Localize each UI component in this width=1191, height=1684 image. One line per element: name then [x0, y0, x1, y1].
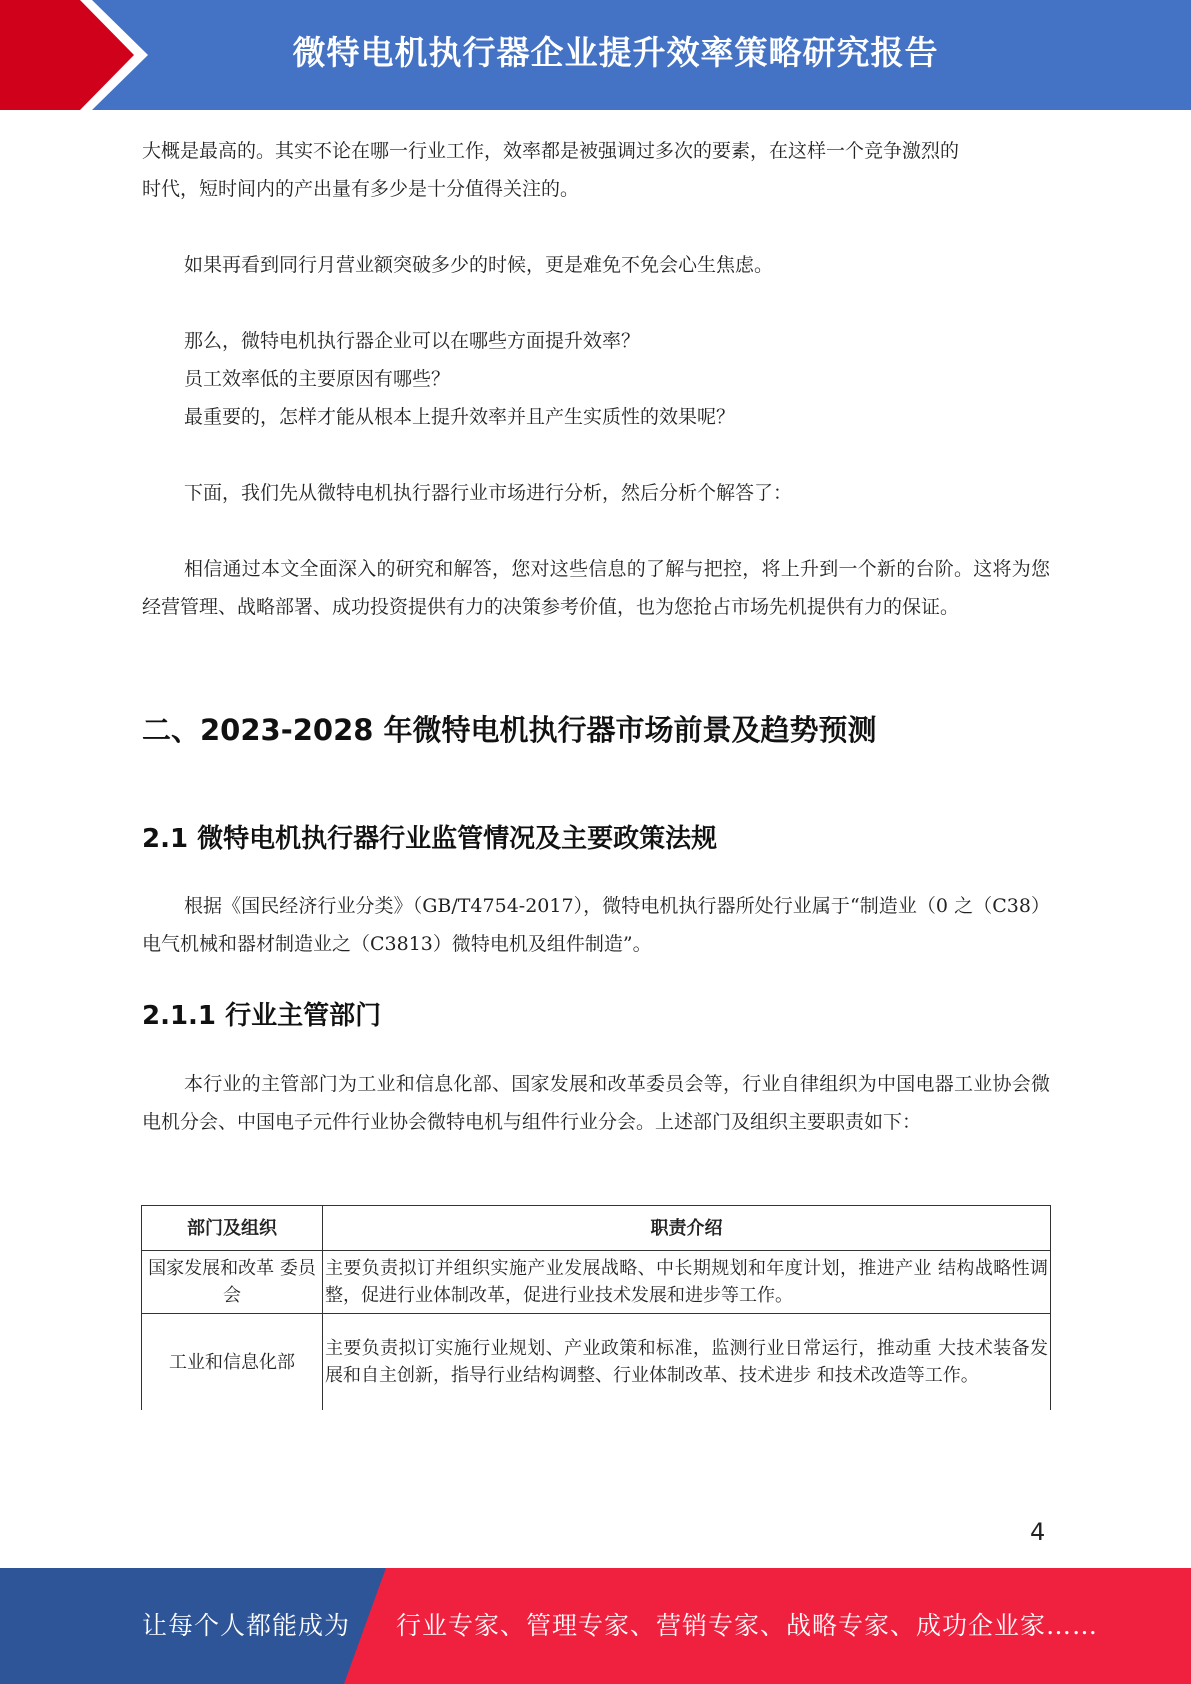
- footer-slogan-right: 行业专家、管理专家、营销专家、战略专家、成功企业家……: [396, 1611, 1099, 1640]
- org-cell: 国家发展和改革 委员会: [142, 1251, 323, 1314]
- table-header-cell: 职责介绍: [323, 1206, 1051, 1251]
- duty-cell: 主要负责拟订实施行业规划、产业政策和标准，监测行业日常运行，推动重 大技术装备发展和自主创新，指导行业结构调整、行业体制改革、技术进步 和技术改造等工作。: [323, 1314, 1051, 1411]
- paragraph-line: 时代，短时间内的产出量有多少是十分值得关注的。: [142, 178, 580, 200]
- page-header: [0, 0, 1191, 110]
- org-cell: 工业和信息化部: [142, 1314, 323, 1411]
- page-number: 4: [1030, 1518, 1046, 1546]
- paragraph: 相信通过本文全面深入的研究和解答，您对这些信息的了解与把控，将上升到一个新的台阶。这将为您经营管理、战略部署、成功投资提供有力的决策参考价值，也为您抢占市场先机提供有力的保证。: [142, 558, 1050, 618]
- table-header-cell: 部门及组织: [142, 1206, 323, 1251]
- question: 最重要的，怎样才能从根本上提升效率并且产生实质性的效果呢？: [184, 406, 736, 428]
- subsection-text: [142, 1065, 1050, 1141]
- report-title: 微特电机执行器企业提升效率策略研究报告: [292, 33, 939, 72]
- table-header-row: [142, 1206, 1051, 1251]
- paragraph: 如果再看到同行月营业额突破多少的时候，更是难免不免会心生焦虑。: [184, 254, 774, 276]
- question: 员工效率低的主要原因有哪些？: [184, 368, 451, 390]
- page-footer: [0, 1568, 1191, 1684]
- paragraph: 下面，我们先从微特电机执行器行业市场进行分析，然后分析个解答了：: [184, 482, 793, 504]
- question: 那么，微特电机执行器企业可以在哪些方面提升效率？: [184, 330, 641, 352]
- paragraph: 根据《国民经济行业分类》（GB/T4754-2017），微特电机执行器所处行业属于“制造业（0 之（C38）电气机械和器材制造业之（C3813）微特电机及组件制造”。: [142, 895, 1050, 955]
- subsection-text: [142, 887, 1050, 963]
- table-row: [142, 1314, 1051, 1411]
- table-row: [142, 1251, 1051, 1314]
- section-heading: 二、2023-2028 年微特电机执行器市场前景及趋势预测: [142, 713, 877, 747]
- paragraph-line: 大概是最高的。其实不论在哪一行业工作，效率都是被强调过多次的要素，在这样一个竞争激烈的: [142, 140, 960, 162]
- subsection-heading: 2.1 微特电机执行器行业监管情况及主要政策法规: [142, 824, 718, 854]
- responsibility-table: [141, 1205, 1051, 1410]
- duty-cell: 主要负责拟订并组织实施产业发展战略、中长期规划和年度计划，推进产业 结构战略性调整，促进行业体制改革，促进行业技术发展和进步等工作。: [323, 1251, 1051, 1314]
- subsection-heading: 2.1.1 行业主管部门: [142, 1001, 382, 1031]
- footer-slogan-left: 让每个人都能成为: [142, 1611, 351, 1640]
- paragraph: 本行业的主管部门为工业和信息化部、国家发展和改革委员会等，行业自律组织为中国电器工业协会微电机分会、中国电子元件行业协会微特电机与组件行业分会。上述部门及组织主要职责如下：: [142, 1073, 1050, 1133]
- intro-text: [142, 132, 1050, 626]
